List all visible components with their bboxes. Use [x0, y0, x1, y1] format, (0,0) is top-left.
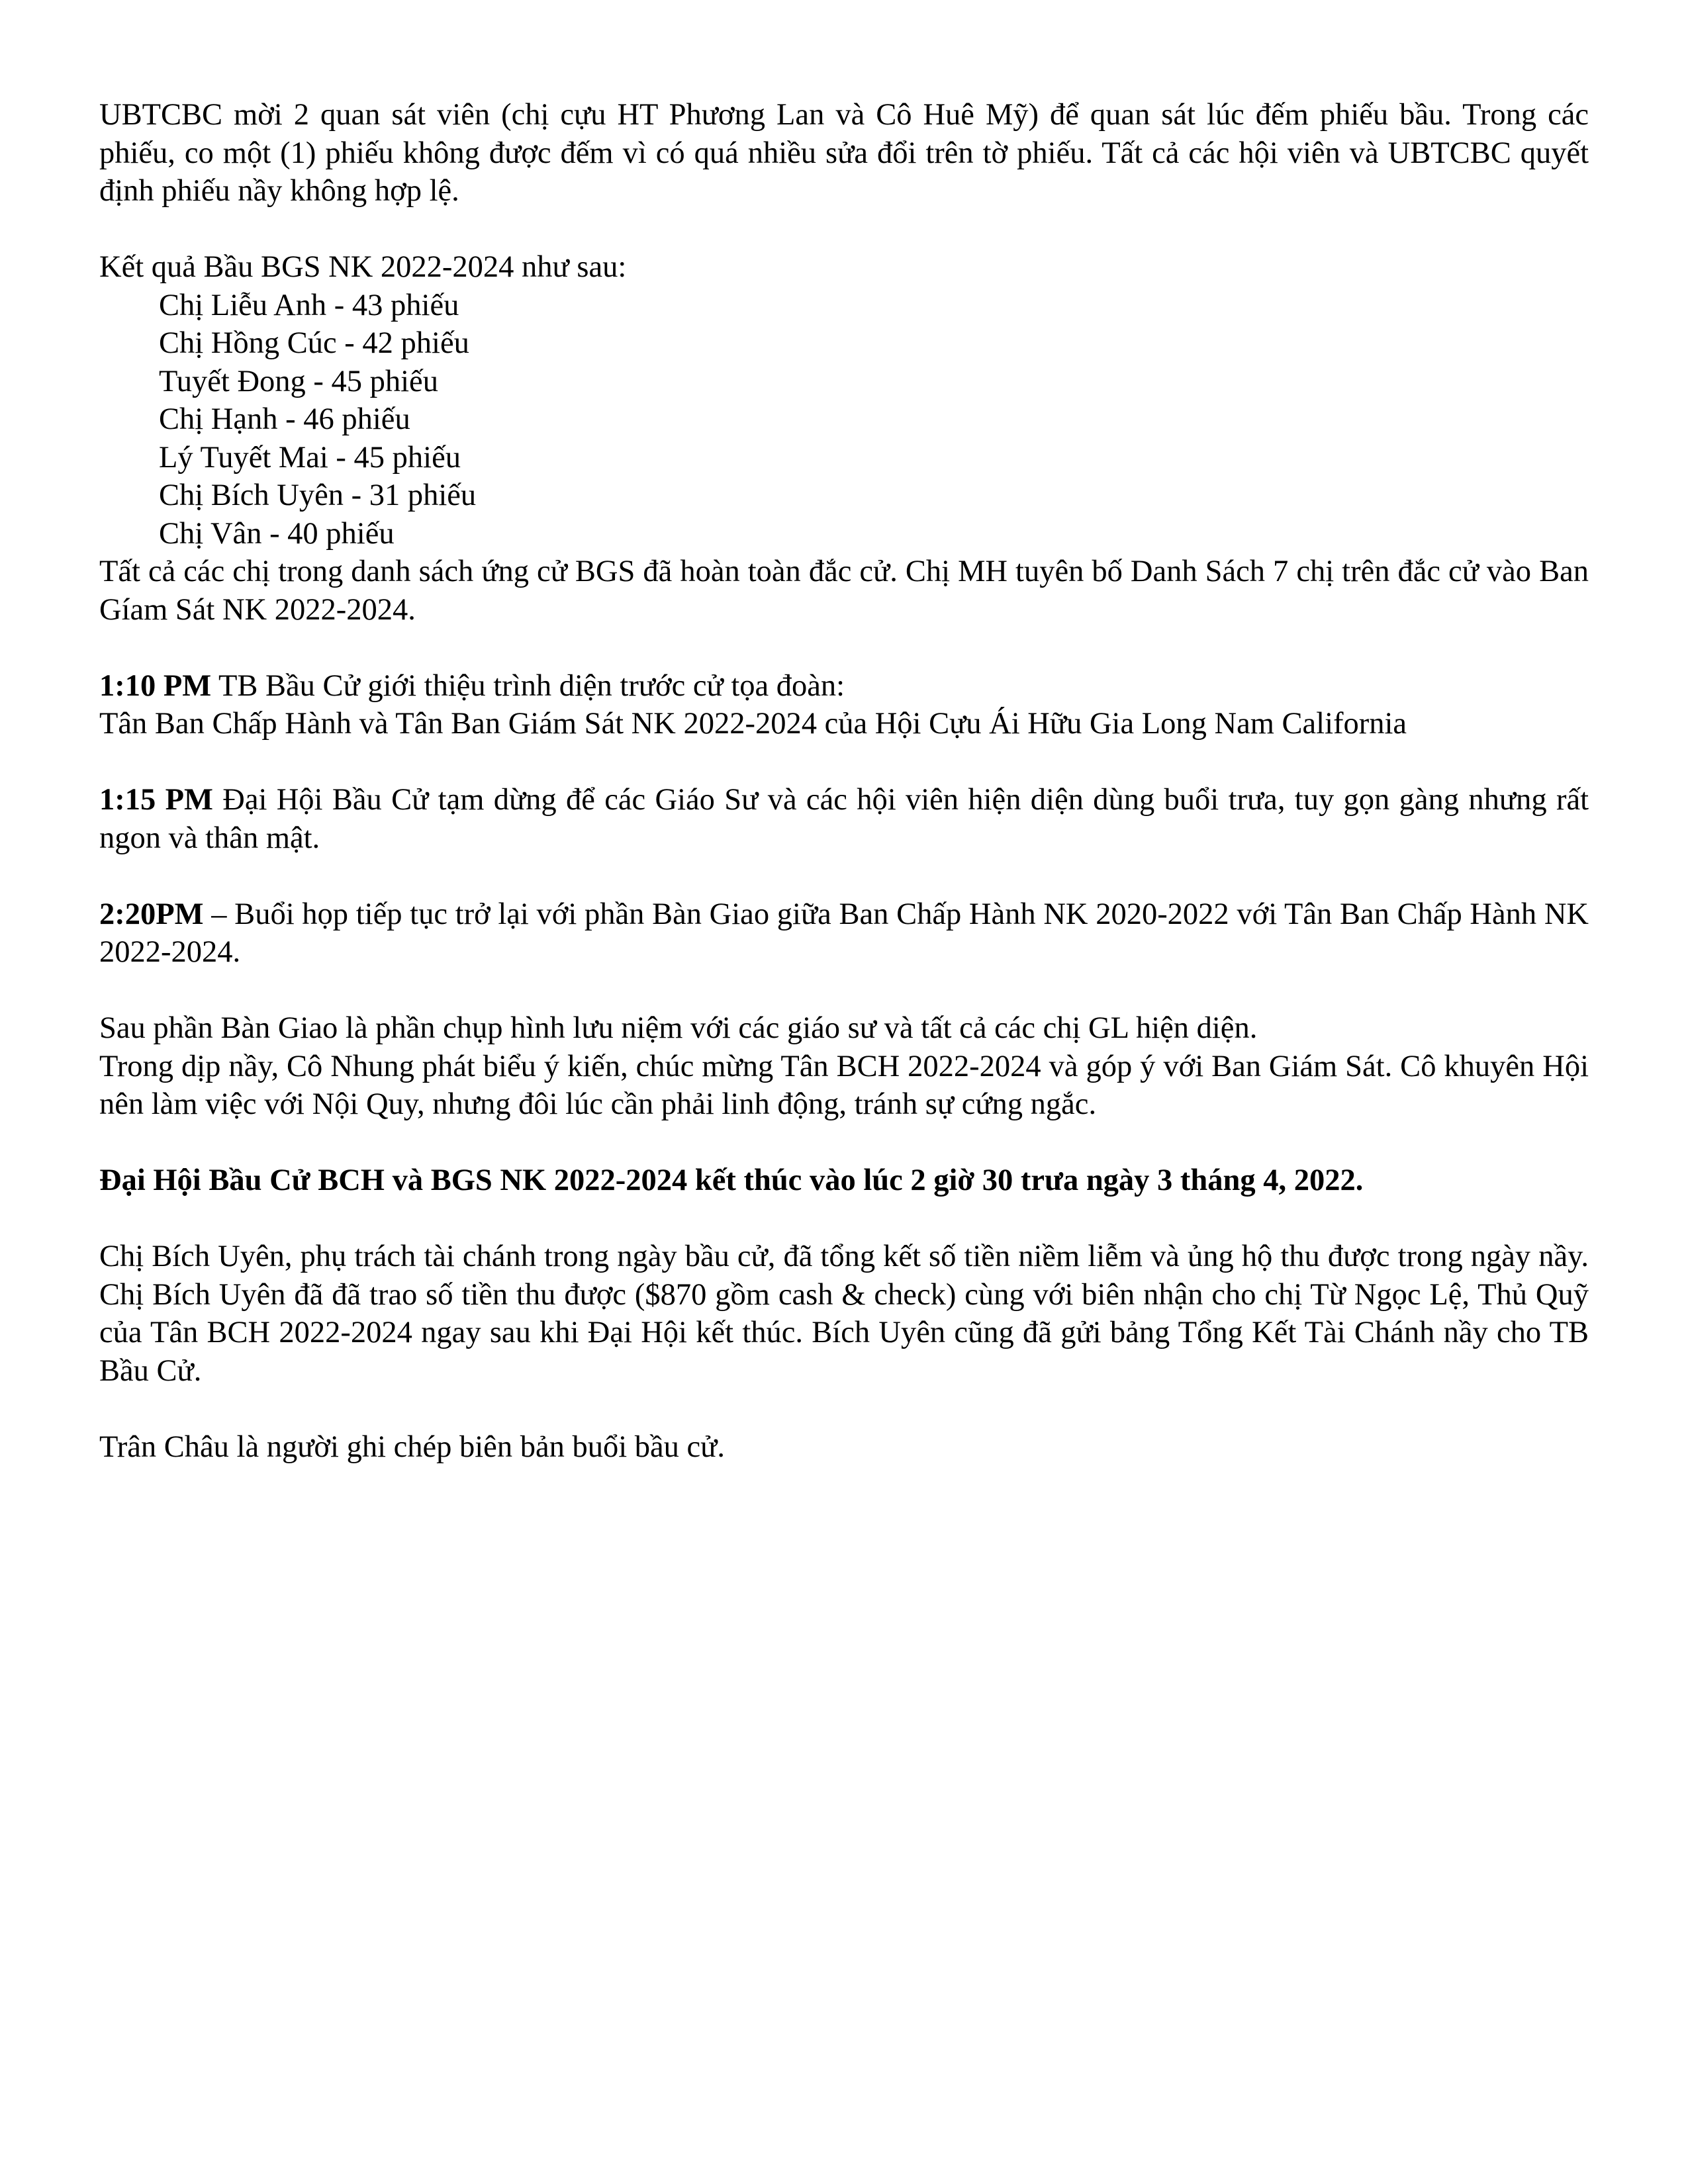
entry-time: 2:20PM [99, 897, 204, 931]
spacer [99, 1390, 1589, 1428]
results-heading: Kết quả Bầu BGS NK 2022-2024 như sau: [99, 250, 627, 284]
entry-text: Đại Hội Bầu Cử tạm dừng để các Giáo Sư và các hội viên hiện diện dùng buổi trưa, tuy gọn gàng nhưng rất ngon và thân mật. [99, 783, 1589, 855]
entry-1420 [99, 895, 1589, 972]
list-item: Chị Hồng Cúc - 42 phiếu [159, 326, 469, 360]
entry-text: TB Bầu Cử giới thiệu trình diện trước cử tọa đoàn: [211, 668, 845, 703]
photo-paragraph-line1: Sau phần Bàn Giao là phần chụp hình lưu niệm với các giáo sư và tất cả các chị GL hiện diện. [99, 1011, 1258, 1045]
intro-paragraph: UBTCBC mời 2 quan sát viên (chị cựu HT Phương Lan và Cô Huê Mỹ) để quan sát lúc đếm phiếu bầu. Trong các phiếu, co một (1) phiếu không được đếm vì có quá nhiều sửa đổi trên tờ phiếu. Tất cả các hội viên và UBTCBC quyết định phiếu nầy không hợp lệ. [99, 98, 1589, 208]
document-page [99, 96, 1589, 1466]
recorder-paragraph: Trân Châu là người ghi chép biên bản buổi bầu cử. [99, 1430, 725, 1464]
list-item: Chị Vân - 40 phiếu [159, 516, 395, 551]
spacer [99, 857, 1589, 895]
spacer [99, 1124, 1589, 1162]
results-list [99, 287, 1589, 553]
list-item: Lý Tuyết Mai - 45 phiếu [159, 440, 461, 475]
list-item: Chị Liễu Anh - 43 phiếu [159, 288, 459, 322]
list-item: Tuyết Đong - 45 phiếu [159, 364, 438, 398]
entry-1315 [99, 781, 1589, 857]
spacer [99, 743, 1589, 782]
closing-statement: Đại Hội Bầu Cử BCH và BGS NK 2022-2024 kết thúc vào lúc 2 giờ 30 trưa ngày 3 tháng 4, 2022. [99, 1163, 1364, 1197]
entry-1310 [99, 667, 1589, 705]
entry-text: – Buổi họp tiếp tục trở lại với phần Bàn Giao giữa Ban Chấp Hành NK 2020-2022 với Tân Ban Chấp Hành NK 2022-2024. [99, 897, 1589, 969]
finance-paragraph: Chị Bích Uyên, phụ trách tài chánh trong ngày bầu cử, đã tổng kết số tiền niềm liễm và ủng hộ thu được trong ngày nầy. Chị Bích Uyên đã đã trao số tiền thu được ($870 gồm cash & check) cùng với biên nhận cho chị Từ Ngọc Lệ, Thủ Quỹ của Tân BCH 2022-2024 ngay sau khi Đại Hội kết thúc. Bích Uyên cũng đã gửi bảng Tổng Kết Tài Chánh nầy cho TB Bầu Cử. [99, 1240, 1589, 1388]
results-conclusion: Tất cả các chị trong danh sách ứng cử BGS đã hoàn toàn đắc cử. Chị MH tuyên bố Danh Sách 7 chị trên đắc cử vào Ban Gíam Sát NK 2022-2024. [99, 555, 1589, 627]
entry-1310-line2: Tân Ban Chấp Hành và Tân Ban Giám Sát NK 2022-2024 của Hội Cựu Ái Hữu Gia Long Nam California [99, 707, 1407, 741]
entry-time: 1:15 PM [99, 783, 213, 817]
spacer [99, 629, 1589, 667]
list-item: Chị Hạnh - 46 phiếu [159, 402, 410, 436]
entry-time: 1:10 PM [99, 668, 212, 703]
spacer [99, 210, 1589, 249]
photo-paragraph-line2: Trong dịp nầy, Cô Nhung phát biểu ý kiến, chúc mừng Tân BCH 2022-2024 và góp ý với Ban Giám Sát. Cô khuyên Hội nên làm việc với Nội Quy, nhưng đôi lúc cần phải linh động, tránh sự cứng ngắc. [99, 1049, 1589, 1121]
list-item: Chị Bích Uyên - 31 phiếu [159, 478, 477, 512]
spacer [99, 972, 1589, 1010]
spacer [99, 1200, 1589, 1238]
